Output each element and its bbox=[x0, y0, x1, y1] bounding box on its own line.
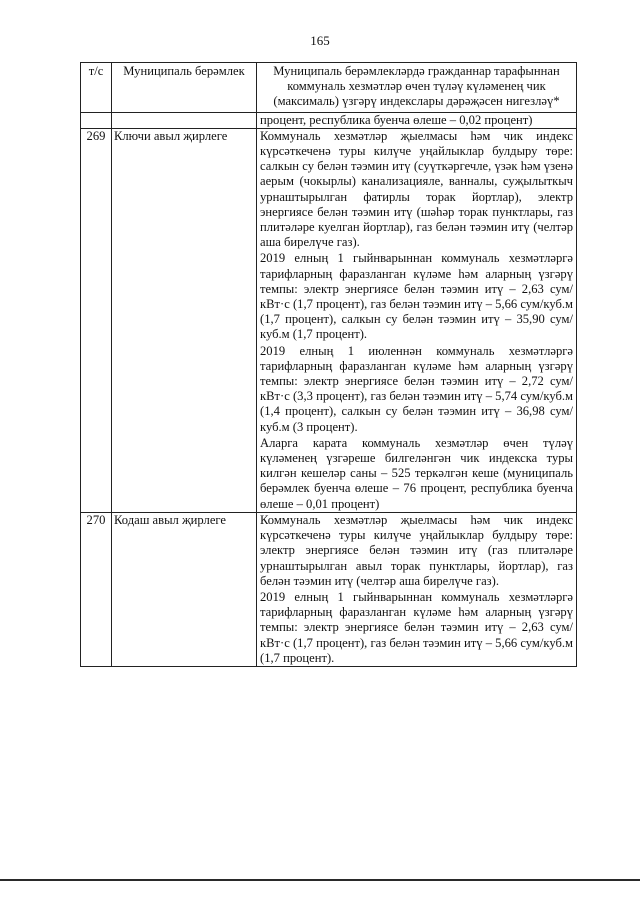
row-description bbox=[257, 128, 577, 512]
row-paragraph: процент, республика буенча өлеше – 0,02 процент) bbox=[260, 112, 533, 127]
row-municipality: Кодаш авыл җирлеге bbox=[112, 512, 257, 666]
page-number: 165 bbox=[310, 33, 330, 48]
row-number: 270 bbox=[81, 512, 112, 666]
row-municipality: Ключи авыл җирлеге bbox=[112, 128, 257, 512]
row-paragraph: Коммуналь хезмәтләр җыелмасы һәм чик индекс күрсәткеченә туры килүче уңайлыклар булдыру төре: салкын су белән тәэмин итү (суүткәргечле, үзәк һәм үзенә аерым (чокырлы) канализацияле, ванналы, суҗылыткыч урнаштырылган фатирлы торак йортлар), электр энергиясе белән тәэмин итү (шәһәр торак пунктлары, газ плитәләре куелган йортлар), газ белән тәэмин итү (челтәр аша бирелүче газ). bbox=[260, 128, 573, 250]
table-row bbox=[81, 128, 577, 512]
table-header-row bbox=[81, 63, 577, 113]
row-paragraph: Коммуналь хезмәтләр җыелмасы һәм чик индекс күрсәткеченә туры килүче уңайлыклар булдыру төре: электр энергиясе белән тәэмин итү (газ плитәләре урнаштырылган авыл торак пунктлары, йортлар), газ белән тәэмин итү (челтәр аша бирелүче газ). bbox=[260, 512, 573, 588]
row-paragraph: 2019 елның 1 июленнән коммуналь хезмәтләргә тарифларның фаразланган күләме һәм аларның үзгәрү темпы: электр энергиясе белән тәэмин итү – 2,72 сум/кВт·с (3,3 процент), газ белән тәэмин итү – 5,74 сум/куб.м (1,4 процент), салкын су белән тәэмин итү – 36,98 сум/куб.м (3 процент). bbox=[260, 343, 573, 434]
header-col-num: т/с bbox=[81, 63, 112, 113]
municipal-tariff-table bbox=[80, 62, 577, 667]
row-number: 269 bbox=[81, 128, 112, 512]
row-description bbox=[257, 512, 577, 666]
header-col-municipality: Муниципаль берәмлек bbox=[112, 63, 257, 113]
scan-edge-line bbox=[0, 879, 640, 881]
row-description bbox=[257, 112, 577, 128]
row-paragraph: 2019 елның 1 гыйнварыннан коммуналь хезмәтләргә тарифларның фаразланган күләме һәм аларның үзгәрү темпы: электр энергиясе белән тәэмин итү – 2,63 сум/кВт·с (1,7 процент), газ белән тәэмин итү – 5,66 сум/куб.м (1,7 процент), салкын су белән тәэмин итү – 35,90 сум/куб.м (1,7 процент). bbox=[260, 251, 573, 342]
table-row bbox=[81, 112, 577, 128]
row-number bbox=[81, 112, 112, 128]
row-paragraph: 2019 елның 1 гыйнварыннан коммуналь хезмәтләргә тарифларның фаразланган күләме һәм аларның үзгәрү темпы: электр энергиясе белән тәэмин итү – 2,63 сум/кВт·с (1,7 процент), газ белән тәэмин итү – 5,66 сум/куб.м (1,7 процент). bbox=[260, 589, 573, 665]
header-col-description: Муниципаль берәмлекләрдә гражданнар тарафыннан коммуналь хезмәтләр өчен түләү күләменең чик (максималь) үзгәрү индекслары дәрәҗәсен нигезләү* bbox=[257, 63, 577, 113]
row-municipality bbox=[112, 112, 257, 128]
row-paragraph: Аларга карата коммуналь хезмәтләр өчен түләү күләменең үзгәреше билгеләнгән чик индекска туры килгән кешеләр саны – 525 теркәлгән кеше (муниципаль берәмлек буенча өлеше – 76 процент, республика буенча өлеше – 0,01 процент) bbox=[260, 435, 573, 511]
table-row bbox=[81, 512, 577, 666]
